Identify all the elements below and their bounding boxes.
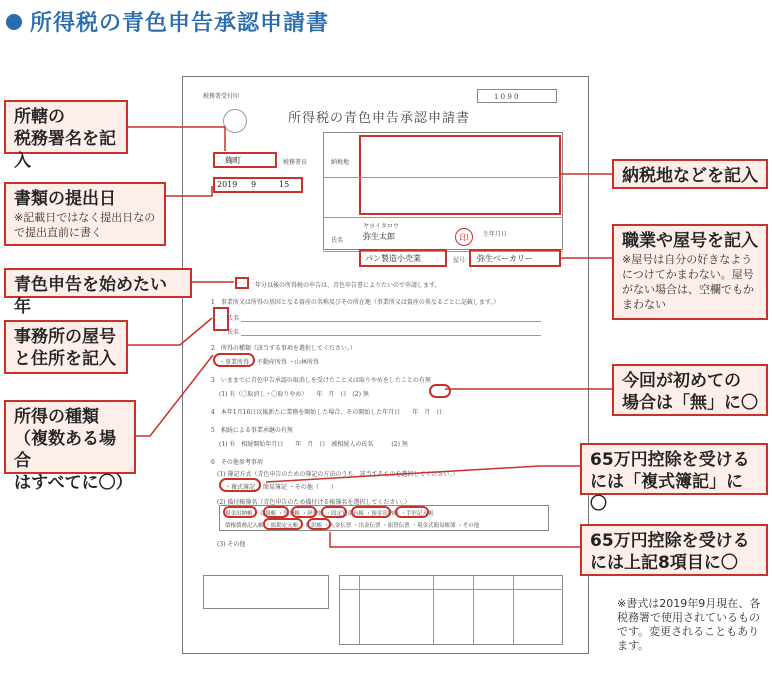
occupation-value: パン製造小売業 [365,254,421,263]
date-month: 9 [251,180,257,189]
page-title: 所得税の青色申告承認申請書 [30,11,330,36]
callout-first-time: 今回が初めての 場合は「無」に〇 [612,364,768,416]
seal-icon: 印 [455,228,473,246]
form-code-box: 1 0 9 0 [477,89,557,103]
callout-tax-office: 所轄の 税務署名を記入 [4,100,128,154]
connector-income [128,355,213,436]
callout-office: 事務所の屋号 と住所を記入 [4,320,128,374]
connector-complex [266,466,580,482]
form-title: 所得税の青色申告承認申請書 [288,111,471,126]
footnote: ※書式は2019年9月現在、各税務署で使用されているものです。変更されることもあります。 [617,597,761,652]
callout-occupation: 職業や屋号を記入 ※屋号は自分の好きなようにつけてかまわない。屋号がない場合は、空欄でもかまわない [612,224,768,320]
date-year: 2019 [217,180,238,189]
connector-tax-office [128,127,225,151]
callout-complex: 65万円控除を受ける には「複式簿記」に〇 [580,443,768,495]
tax-office-value: 麹町 [225,156,241,165]
applicant-name: 弥生太郎 [363,232,395,241]
callout-address: 納税地などを記入 [612,159,768,189]
callout-eight-items: 65万円控除を受ける には上記8項目に〇 [580,524,768,576]
shop-value: 弥生ベーカリー [477,254,533,263]
date-day: 15 [279,180,290,189]
callout-income: 所得の種類 （複数ある場合 はすべてに〇） [4,400,136,474]
application-form: 税務署受付印 1 0 9 0 所得税の青色申告承認申請書 麹町 税務署長 2019 9 15 納税地 ヤヨイタロウ 氏名 弥生太郎 印 生年月日 パン製造小売業 屋号 弥生ベーカリー 年分以後の所得税の申告は、青色申告書によりたいので申請します。 1 事業所又は所得の基因となる資産の名称及びその所在地（事業所又は資産の異なるごとに記載します。） 氏名 氏名 2 所得の種類（該当する事項を選択してください。） ・事業所得 ・不動産所得 ・山林所得 3 いままでに青色申告承認の取消しを受けたこと又は取りやめをしたことの有無 (1) 有（〇取消し・〇取りやめ） 年 月 日 (2) 無 4 本年1月16日以後新たに業務を開始した場合、その開始した年月日 年 月 日 5 相続による事業承継の有無 (1) 有 相続開始年月日 年 月 日 被相続人の氏名 (2) 無 6 その他参考事項 (1) 簿記方式（青色申告のための簿記の方法のうち、該当するものを選択してください。） ・複式簿記 ・簡易簿記 ・その他（ ） (2) 備付帳簿名（青色申告のため備付ける帳簿名を選択してください。） 現金出納帳 ・売掛帳 ・買掛帳 ・経費帳 ・固定資産台帳 ・預金出納帳 ・手形記入帳 債権債務記入帳 ・総勘定元帳 ・仕訳帳 ・入金伝票 ・出金伝票 ・振替伝票 ・現金式簡易帳簿 ・その他 (3) その他 [182,76,589,654]
connector-eight [330,532,580,547]
callout-submit-date: 書類の提出日 ※記載日ではなく提出日なので提出直前に書く [4,182,166,246]
connector-date [166,186,212,196]
callout-start-year: 青色申告を始めたい年 [4,268,192,298]
connector-office [128,318,212,345]
